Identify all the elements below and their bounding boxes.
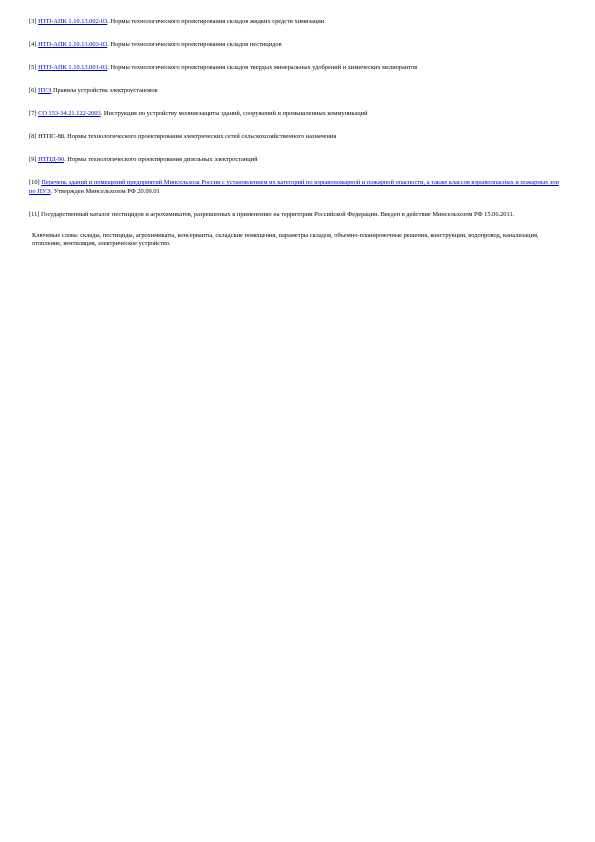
reference-text: НТПС-88. Нормы технологического проектирования электрических сетей сельскохозяйственного назначения: [38, 133, 337, 140]
keywords-paragraph: Ключевые слова: склады, пестициды, агрохимикаты, консерванты, складские помещения, параметры складов, объемно-планировочные решения, конструкции, водопровод, канализация, отопление, вентиляция, электрическое устройство.: [32, 232, 539, 247]
reference-link[interactable]: ПУЭ: [38, 87, 52, 94]
reference-text: . Нормы технологического проектирования дизельных электростанций: [64, 156, 258, 163]
reference-item-5: [29, 63, 565, 72]
reference-item-3: [29, 17, 565, 26]
reference-item-4: [29, 40, 565, 49]
reference-link[interactable]: НТП-АПК 1.10.13.001-03: [38, 64, 108, 71]
reference-item-8: [29, 132, 565, 141]
reference-number: [6]: [29, 87, 37, 94]
reference-number: [5]: [29, 64, 37, 71]
reference-item-9: [29, 155, 565, 164]
reference-text: Правила устройства электроустановок: [51, 87, 158, 94]
reference-item-11: [29, 210, 565, 219]
reference-list: [29, 17, 565, 233]
reference-text: . Нормы технологического проектирования складов пестицидов: [107, 41, 282, 48]
reference-link[interactable]: НТПД-90: [38, 156, 65, 163]
reference-number: [10]: [29, 179, 40, 186]
reference-number: [8]: [29, 133, 37, 140]
reference-number: [11]: [29, 211, 40, 218]
reference-item-7: [29, 109, 565, 118]
reference-link[interactable]: НТП-АПК 1.10.13.003-03: [38, 41, 108, 48]
reference-text: Государственный каталог пестицидов и агрохимикатов, разрешенных к применению на территории Российской Федерации. Введен в действие Минсельхозом РФ 15.06.2011.: [41, 211, 515, 218]
reference-number: [7]: [29, 110, 37, 117]
reference-text: . Нормы технологического проектирования складов твердых минеральных удобрений и химических мелиорантов: [107, 64, 418, 71]
reference-text: . Утвержден Минсельхозом РФ 20.09.01: [50, 188, 160, 195]
reference-link[interactable]: НТП-АПК 1.10.13.002-03: [38, 18, 108, 25]
reference-number: [9]: [29, 156, 37, 163]
reference-link[interactable]: Перечень зданий и помещений предприятий Минсельхоза России с установлением их категорий по взрывопожарной и пожарной опасности, а также классов взрывоопасных и пожарных зон по ПУЭ: [29, 179, 559, 195]
reference-item-10: [29, 178, 565, 196]
reference-link[interactable]: СО 153-34.21.122-2003: [38, 110, 101, 117]
reference-number: [3]: [29, 18, 37, 25]
reference-number: [4]: [29, 41, 37, 48]
reference-text: . Нормы технологического проектирования складов жидких средств химизации: [107, 18, 325, 25]
reference-text: . Инструкция по устройству молниезащиты зданий, сооружений и промышленных коммуникаций: [100, 110, 368, 117]
reference-item-6: [29, 86, 565, 95]
